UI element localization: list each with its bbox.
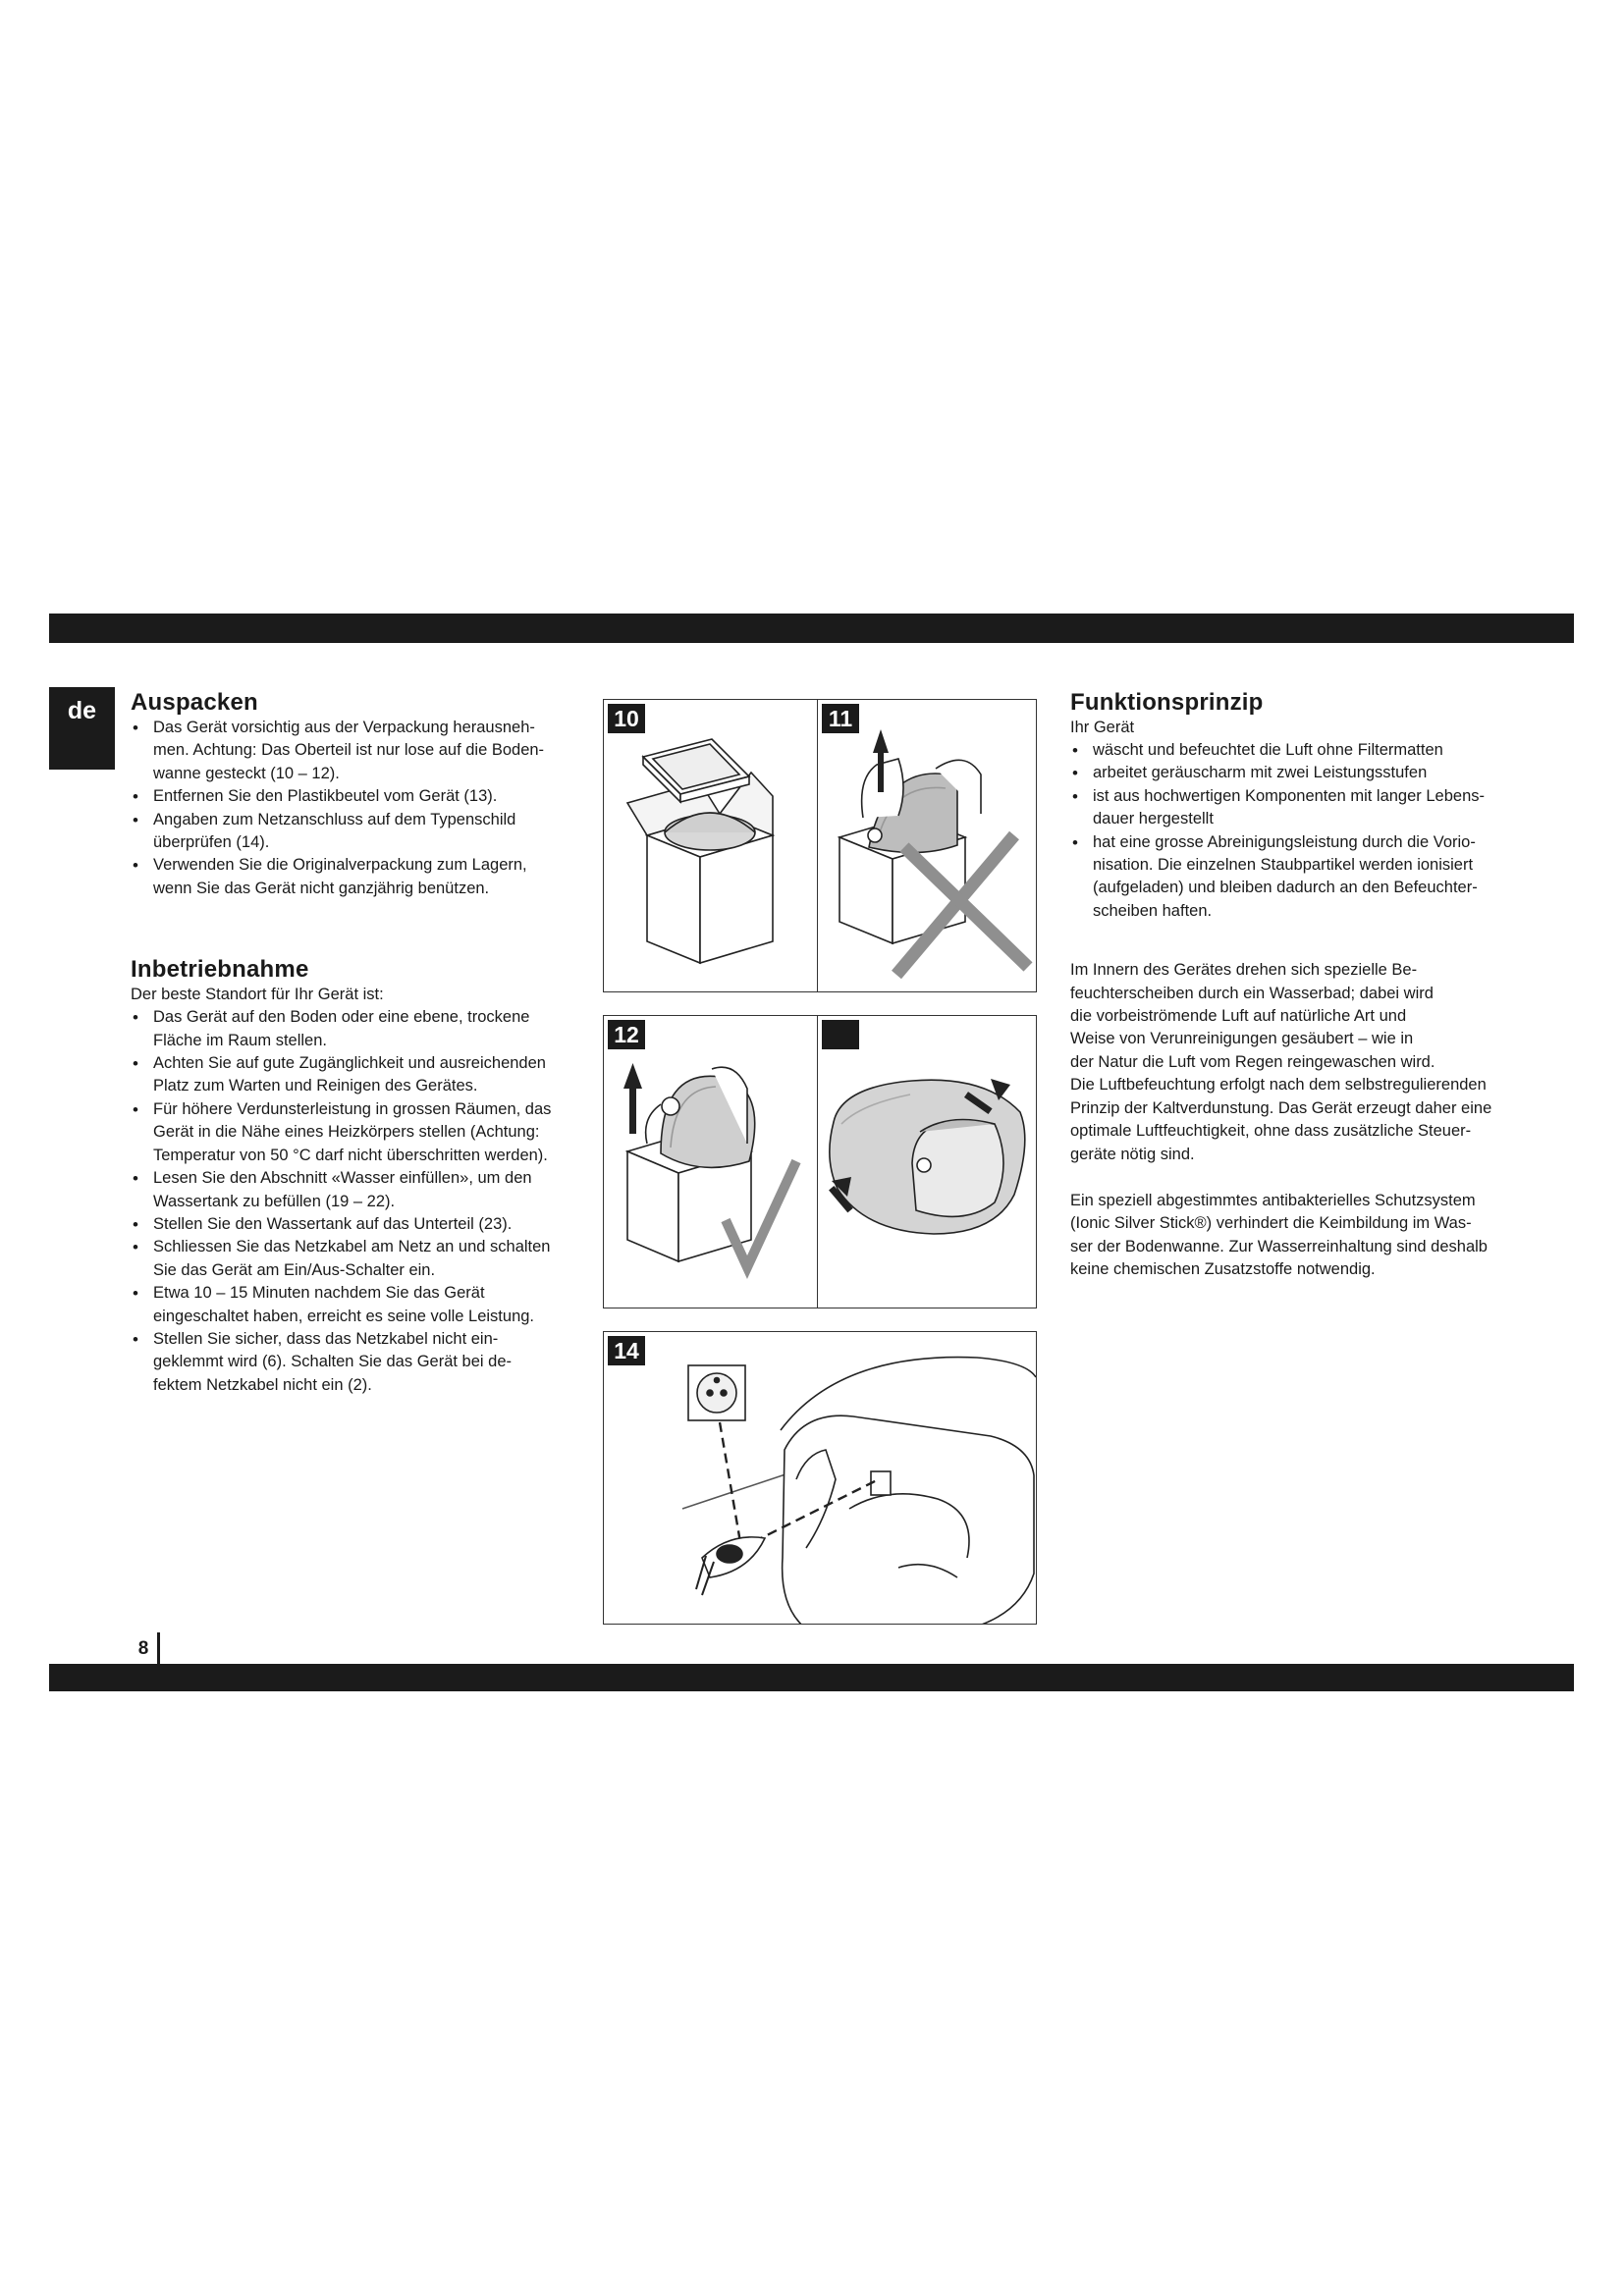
- funktionsprinzip-list: [1070, 739, 1532, 923]
- figure-13-remove-bag: [817, 1015, 1037, 1308]
- figure-label: 14: [608, 1336, 645, 1365]
- list-item: [1070, 762, 1532, 784]
- list-item: [131, 854, 582, 900]
- list-item-text: arbeitet geräuscharm mit zwei Leistungsstufen: [1093, 764, 1428, 782]
- auspacken-heading: Auspacken: [131, 689, 258, 716]
- figure-label-blank: [822, 1020, 859, 1049]
- list-item-text: wäscht und befeuchtet die Luft ohne Filtermatten: [1093, 741, 1443, 759]
- paragraph-ionic-silver: Ein speziell abgestimmtes antibakterielles Schutzsystem (Ionic Silver Stick®) verhindert die Keimbildung im Was- ser der Bodenwanne. Zur Wasserreinhaltung sind deshalb keine chemischen Zusatzstoffe notwendig.: [1070, 1191, 1488, 1279]
- list-item-text: hat eine grosse Abreinigungsleistung durch die Vorio- nisation. Die einzelnen Staubpartikel werden ionisiert (aufgeladen) und bleiben dadurch an den Befeuchter- scheiben haften.: [1093, 832, 1478, 920]
- list-item-text: Schliessen Sie das Netzkabel am Netz an und schalten Sie das Gerät am Ein/Aus-Schalter ein.: [153, 1238, 551, 1279]
- funktionsprinzip-heading: Funktionsprinzip: [1070, 689, 1264, 716]
- list-item-text: Verwenden Sie die Originalverpackung zum Lagern, wenn Sie das Gerät nicht ganzjährig benützen.: [153, 856, 527, 897]
- list-item: [1070, 831, 1532, 924]
- figure-label: 10: [608, 704, 645, 733]
- lift-correct-illustration: [604, 1016, 819, 1308]
- list-item: [131, 785, 582, 808]
- list-item: [131, 1213, 582, 1236]
- list-item-text: Entfernen Sie den Plastikbeutel vom Gerät (13).: [153, 787, 498, 806]
- right-column: [1070, 689, 1532, 1282]
- list-item-text: Angaben zum Netzanschluss auf dem Typenschild überprüfen (14).: [153, 810, 516, 852]
- figure-10-unboxing: [603, 699, 820, 992]
- list-item: [131, 809, 582, 855]
- rating-plate-illustration: [604, 1332, 1036, 1624]
- list-item-text: Stellen Sie den Wassertank auf das Unterteil (23).: [153, 1214, 513, 1233]
- list-item: [131, 1098, 582, 1167]
- inbetriebnahme-list: [131, 1006, 582, 1397]
- box-open-illustration: [604, 700, 819, 991]
- list-item: [131, 1282, 582, 1328]
- list-item-text: Lesen Sie den Abschnitt «Wasser einfüllen», um den Wassertank zu befüllen (19 – 22).: [153, 1169, 532, 1210]
- figure-11-lift-out: [817, 699, 1037, 992]
- inbetriebnahme-intro: Der beste Standort für Ihr Gerät ist:: [131, 986, 384, 1004]
- list-item: [131, 1236, 582, 1282]
- figure-label: 11: [822, 704, 859, 733]
- list-item-text: Stellen Sie sicher, dass das Netzkabel nicht ein- geklemmt wird (6). Schalten Sie das Gerät bei de- fektem Netzkabel nicht ein (2).: [153, 1329, 512, 1394]
- list-item-text: Etwa 10 – 15 Minuten nachdem Sie das Gerät eingeschaltet haben, erreicht es seine volle Leistung.: [153, 1284, 534, 1325]
- list-item: [131, 1167, 582, 1213]
- bag-removal-illustration: [818, 1016, 1036, 1308]
- figure-12-lift-correct: [603, 1015, 820, 1308]
- list-item-text: ist aus hochwertigen Komponenten mit langer Lebens- dauer hergestellt: [1093, 786, 1485, 828]
- list-item: [1070, 785, 1532, 831]
- list-item-text: Achten Sie auf gute Zugänglichkeit und ausreichenden Platz zum Warten und Reinigen des Gerätes.: [153, 1054, 546, 1095]
- paragraph-principle: Im Innern des Gerätes drehen sich spezielle Be- feuchterscheiben durch ein Wasserbad; dabei wird die vorbeiströmende Luft auf natürliche Art und Weise von Verunreinigungen gesäubert – wie in der Natur die Luft vom Regen reingewaschen wird. Die Luftbefeuchtung erfolgt nach dem selbstregulierenden Prinzip der Kaltverdunstung. Das Gerät erzeugt daher eine optimale Luftfeuchtigkeit, ohne dass zusätzliche Steuer- geräte nötig sind.: [1070, 961, 1492, 1163]
- footer-bar: [49, 1664, 1574, 1691]
- lift-wrong-illustration: [818, 700, 1036, 991]
- auspacken-list: [131, 717, 582, 900]
- list-item: [131, 1328, 582, 1397]
- list-item: [131, 1006, 582, 1052]
- funktionsprinzip-intro: Ihr Gerät: [1070, 719, 1135, 736]
- figure-label: 12: [608, 1020, 645, 1049]
- list-item-text: Das Gerät vorsichtig aus der Verpackung herausneh- men. Achtung: Das Oberteil ist nur lose auf die Boden- wanne gesteckt (10 – 12).: [153, 719, 545, 782]
- list-item: [131, 717, 582, 785]
- figure-14-check-rating-plate: [603, 1331, 1037, 1625]
- list-item: [1070, 739, 1532, 762]
- inbetriebnahme-heading: Inbetriebnahme: [131, 956, 309, 984]
- left-column: [131, 689, 582, 1397]
- header-bar: [49, 614, 1574, 643]
- page-number: 8: [130, 1632, 160, 1664]
- list-item-text: Für höhere Verdunsterleistung in grossen Räumen, das Gerät in die Nähe eines Heizkörpers stellen (Achtung: Temperatur von 50 °C darf nicht überschritten werden).: [153, 1099, 552, 1164]
- language-tab: de: [49, 687, 115, 770]
- list-item: [131, 1052, 582, 1098]
- list-item-text: Das Gerät auf den Boden oder eine ebene, trockene Fläche im Raum stellen.: [153, 1008, 530, 1049]
